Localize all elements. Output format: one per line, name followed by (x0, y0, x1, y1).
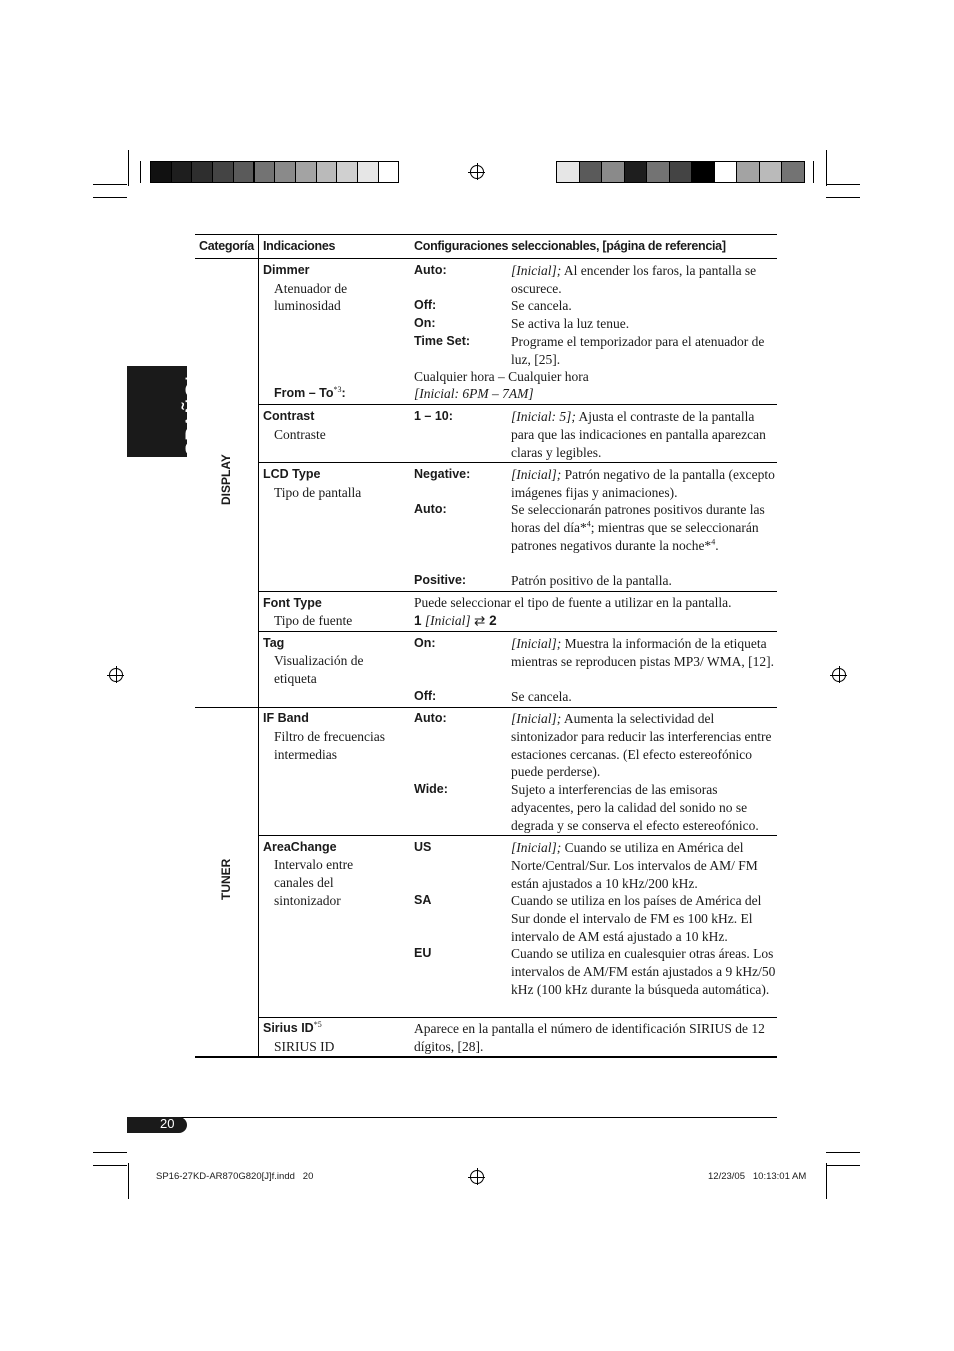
font-label: Font Type (263, 596, 322, 610)
contrast-sub: Contraste (274, 427, 326, 442)
color-swatch (254, 161, 276, 183)
area-sub: Intervalo entre (274, 857, 354, 872)
language-tab (127, 366, 187, 457)
font-sub: Tipo de fuente (274, 613, 353, 628)
language-tab-label: ESPAÑOL (182, 369, 205, 471)
color-swatch (274, 161, 296, 183)
area-label: AreaChange (263, 840, 337, 854)
page-number: 20 (160, 1116, 175, 1131)
area-sa-desc: Cuando se utiliza en los países de América del Sur donde el intervalo de FM es 100 kHz. El intervalo de AM está ajustado a 10 kHz. (511, 893, 762, 944)
color-swatch (556, 161, 580, 183)
crop-mark (93, 197, 127, 198)
registration-mark-icon (470, 165, 484, 179)
tag-off-desc: Se cancela. (511, 689, 572, 704)
color-swatch (316, 161, 338, 183)
sirius-label: Sirius ID$^{*5}$ (263, 1019, 322, 1035)
crop-mark (93, 184, 127, 185)
tag-off-label: Off: (414, 689, 437, 703)
tag-label: Tag (263, 636, 285, 650)
crop-mark (128, 150, 129, 186)
dimmer-off-desc: Se cancela. (511, 298, 572, 313)
row-divider (259, 591, 777, 592)
header-category: Categoría (199, 239, 254, 253)
area-sub: canales del (274, 875, 334, 890)
sirius-desc: Aparece en la pantalla el número de identificación SIRIUS de 12 dígitos, [28]. (414, 1021, 765, 1054)
color-swatch (233, 161, 255, 183)
footer-rule (127, 1117, 777, 1118)
color-swatch (191, 161, 213, 183)
dimmer-on-label: On: (414, 316, 436, 330)
category-display: DISPLAY (219, 454, 233, 505)
registration-mark-icon (832, 668, 846, 682)
color-swatch (601, 161, 625, 183)
dimmer-label: Dimmer (263, 263, 310, 277)
color-swatch (714, 161, 738, 183)
font-options: 1 [Inicial] ⇄ 2 (414, 613, 497, 628)
row-divider (259, 1017, 777, 1018)
crop-mark (826, 150, 827, 186)
table-top-rule (195, 234, 777, 235)
category-tuner: TUNER (219, 858, 233, 900)
lcd-positive-desc: Patrón positivo de la pantalla. (511, 573, 672, 588)
category-divider (195, 707, 777, 708)
color-swatch (736, 161, 760, 183)
tag-on-desc: [Inicial]; Muestra la información de la etiqueta mientras se reproducen pistas MP3/ WMA, [12]. (511, 636, 774, 669)
table-header-rule (195, 258, 777, 259)
crop-mark (826, 1152, 860, 1153)
row-divider (259, 404, 777, 405)
ifband-auto-desc: [Inicial]; Aumenta la selectividad del sintonizador para reducir las interferencias entre estaciones cercanas. (El efecto estereofónico puede perderse). (511, 711, 772, 780)
ifband-sub: intermedias (274, 747, 337, 762)
lcd-negative-label: Negative: (414, 467, 471, 481)
crop-mark (93, 1152, 127, 1153)
color-swatch (336, 161, 358, 183)
crop-mark (826, 197, 860, 198)
lcd-label: LCD Type (263, 467, 321, 481)
lcd-auto-desc: Se seleccionarán patrones positivos durante las horas del día*$^4$; mientras que se seleccionarán patrones negativos durante la noche*$^4$. (511, 502, 765, 553)
header-settings: Configuraciones seleccionables, [página de referencia] (414, 239, 726, 253)
sirius-sub: SIRIUS ID (274, 1039, 335, 1054)
dimmer-on-desc: Se activa la luz tenue. (511, 316, 630, 331)
crop-mark (826, 1165, 860, 1166)
lcd-auto-label: Auto: (414, 502, 447, 516)
row-divider (259, 835, 777, 836)
crop-mark (826, 184, 860, 185)
tag-sub: etiqueta (274, 671, 317, 686)
color-swatch (759, 161, 783, 183)
ifband-label: IF Band (263, 711, 309, 725)
registration-mark-icon (109, 668, 123, 682)
crop-mark (826, 1163, 827, 1199)
crop-mark (93, 1165, 127, 1166)
color-swatch (171, 161, 193, 183)
dimmer-off-label: Off: (414, 298, 437, 312)
toggle-arrows-icon: ⇄ (474, 613, 486, 628)
font-desc: Puede seleccionar el tipo de fuente a utilizar en la pantalla. (414, 595, 732, 610)
ifband-auto-label: Auto: (414, 711, 447, 725)
area-us-label: US (414, 840, 432, 854)
dimmer-auto-desc: [Inicial]; Al encender los faros, la pantalla se oscurece. (511, 263, 757, 296)
color-swatch (295, 161, 317, 183)
area-sa-label: SA (414, 893, 432, 907)
crop-mark (128, 1163, 129, 1199)
table-divider (258, 235, 259, 1057)
color-swatch (781, 161, 805, 183)
tag-sub: Visualización de (274, 653, 364, 668)
contrast-range-label: 1 – 10: (414, 409, 453, 423)
dimmer-sub: Atenuador de (274, 281, 348, 296)
color-swatch (579, 161, 603, 183)
color-swatch (691, 161, 715, 183)
ifband-wide-label: Wide: (414, 782, 448, 796)
row-divider (259, 631, 777, 632)
dimmer-fromto-label: From – To$^{*3}$: (274, 384, 346, 400)
footer-datetime: 12/23/05 10:13:01 AM (708, 1171, 807, 1182)
dimmer-auto-label: Auto: (414, 263, 447, 277)
lcd-negative-desc: [Inicial]; Patrón negativo de la pantalla (excepto imágenes fijas y animaciones). (511, 467, 775, 500)
footer-file: SP16-27KD-AR870G820[J]f.indd 20 (156, 1171, 314, 1182)
color-swatch (212, 161, 234, 183)
dimmer-sub: luminosidad (274, 298, 341, 313)
color-swatch (378, 161, 400, 183)
color-swatch (624, 161, 648, 183)
tag-on-label: On: (414, 636, 436, 650)
dimmer-timeset-desc: Programe el temporizador para el atenuador de luz, [25]. (511, 334, 765, 367)
ifband-sub: Filtro de frecuencias (274, 729, 385, 744)
row-divider (259, 462, 777, 463)
area-us-desc: [Inicial]; Cuando se utiliza en América del Norte/Central/Sur. Los intervalos de AM/ FM están ajustados a 10 kHz/200 kHz. (511, 840, 758, 891)
ifband-wide-desc: Sujeto a interferencias de las emisoras adyacentes, pero la calidad del sonido no se degrada y se conserva el efecto estereofónico. (511, 782, 759, 833)
lcd-sub: Tipo de pantalla (274, 485, 362, 500)
crop-mark (813, 161, 814, 183)
crop-mark (140, 161, 141, 183)
contrast-range-desc: [Inicial: 5]; Ajusta el contraste de la pantalla para que las indicaciones en pantalla aparezcan claras y legibles. (511, 409, 766, 460)
color-swatch (150, 161, 172, 183)
area-eu-desc: Cuando se utiliza en cualesquier otras áreas. Los intervalos de AM/FM están ajustados a 9 kHz/50 kHz (100 kHz durante la búsqueda automática). (511, 946, 776, 997)
lcd-positive-label: Positive: (414, 573, 467, 587)
header-indications: Indicaciones (263, 239, 336, 253)
table-bottom-rule (195, 1056, 777, 1058)
registration-mark-icon (470, 1170, 484, 1184)
page-number-tab (127, 1117, 187, 1133)
color-swatch (669, 161, 693, 183)
dimmer-fromto-default: [Inicial: 6PM – 7AM] (414, 386, 534, 401)
contrast-label: Contrast (263, 409, 315, 423)
area-sub: sintonizador (274, 893, 341, 908)
color-swatch (646, 161, 670, 183)
dimmer-timeset-label: Time Set: (414, 334, 471, 348)
color-swatch (357, 161, 379, 183)
dimmer-fromto-desc: Cualquier hora – Cualquier hora (414, 369, 589, 384)
area-eu-label: EU (414, 946, 432, 960)
